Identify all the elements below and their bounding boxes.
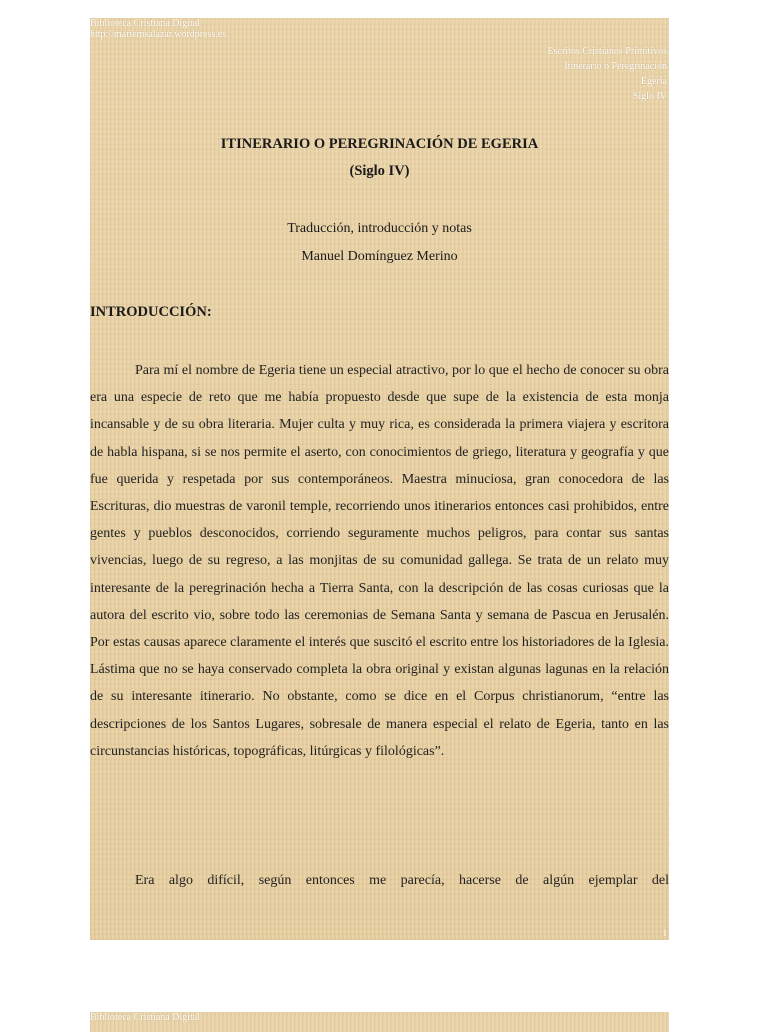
running-header-line: Siglo IV: [632, 91, 667, 102]
running-header-line: Escritos Cristianos Primitivos: [547, 46, 667, 57]
credit-line: Traducción, introducción y notas: [287, 221, 472, 236]
next-page-header: Biblioteca Cristiana Digital: [90, 1012, 200, 1023]
section-heading: INTRODUCCIÓN:: [90, 304, 212, 320]
page-number: 1: [662, 928, 667, 938]
document-page: [90, 18, 669, 940]
library-name: Biblioteca Cristiana Digital: [90, 18, 200, 29]
library-watermark: [90, 18, 226, 40]
library-url[interactable]: http://mariemsalazar.wordpress.es: [90, 29, 227, 40]
document-subtitle: (Siglo IV): [349, 163, 410, 179]
next-page: [90, 1012, 669, 1032]
running-header: [548, 44, 667, 104]
body-paragraph: Para mí el nombre de Egeria tiene un especial atractivo, por lo que el hecho de conocer su obra era una especie de reto que me había propuesto desde que supe de la existencia de esta monja incansable y de su obra literaria. Mujer culta y muy rica, es considerada la primera viajera y escritora de habla hispana, si se nos permite el aserto, con conocimientos de griego, literatura y geografía y que fue querida y respetada por sus contemporáneos. Maestra minuciosa, gran conocedora de las Escrituras, dio muestras de varonil temple, recorriendo unos itinerarios entonces casi prohibidos, entre gentes y pueblos desconocidos, corriendo seguramente muchos peligros, para contar sus santas vivencias, luego de su regreso, a las monjitas de su comunidad gallega. Se trata de un relato muy interesante de la peregrinación hecha a Tierra Santa, con la descripción de las cosas curiosas que la autora del escrito vio, sobre todo las ceremonias de Semana Santa y semana de Pascua en Jerusalén. Por estas causas aparece claramente el interés que suscitó el escrito entre los historiadores de la Iglesia. Lástima que no se haya conservado completa la obra original y existan algunas lagunas en la relación de su interesante itinerario. No obstante, como se dice en el Corpus christianorum, “entre las descripciones de los Santos Lugares, sobresale de manera especial el relato de Egeria, tanto en las circunstancias históricas, topográficas, litúrgicas y filológicas”.: [90, 363, 669, 759]
document-title: ITINERARIO O PEREGRINACIÓN DE EGERIA: [220, 136, 539, 152]
body-paragraph: Era algo difícil, según entonces me parecía, hacerse de algún ejemplar del: [135, 873, 669, 888]
running-header-line: Itinerario o Peregrinación: [564, 61, 667, 72]
running-header-line: Egeria: [640, 76, 667, 87]
author-name: Manuel Domínguez Merino: [301, 249, 458, 264]
